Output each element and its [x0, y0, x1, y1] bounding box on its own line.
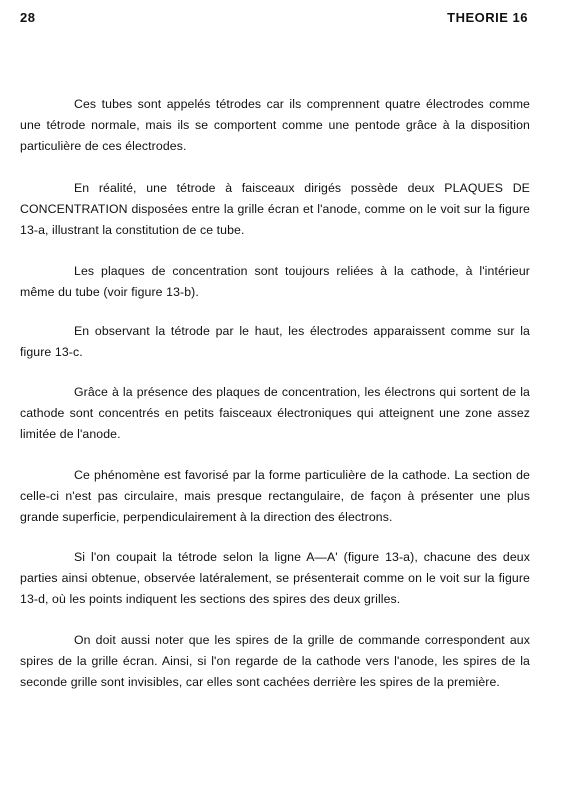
body-text: [20, 94, 530, 693]
paragraph: Les plaques de concentration sont toujours reliées à la cathode, à l'intérieur même du tube (voir figure 13-b).: [20, 264, 530, 299]
page-number: 28: [20, 9, 36, 25]
paragraph: Ces tubes sont appelés tétrodes car ils comprennent quatre électrodes comme une tétrode normale, mais ils se comportent comme une pentode grâce à la disposition particulière de ces électrodes.: [20, 97, 530, 153]
section-title: THEORIE 16: [447, 9, 528, 25]
page-header: [20, 8, 528, 26]
paragraph: En réalité, une tétrode à faisceaux dirigés possède deux PLAQUES DE CONCENTRATION disposées entre la grille écran et l'anode, comme on le voit sur la figure 13-a, illustrant la constitution de ce tube.: [20, 181, 530, 237]
paragraph: Si l'on coupait la tétrode selon la ligne A—A' (figure 13-a), chacune des deux parties ainsi obtenue, observée latéralement, se présenterait comme on le voit sur la figure 13-d, où les points indiquent les sections des spires des deux grilles.: [20, 550, 530, 606]
paragraph: On doit aussi noter que les spires de la grille de commande correspondent aux spires de la grille écran. Ainsi, si l'on regarde de la cathode vers l'anode, les spires de la seconde grille sont invisibles, car elles sont cachées derrière les spires de la première.: [20, 633, 530, 689]
paragraph: Ce phénomène est favorisé par la forme particulière de la cathode. La section de celle-ci n'est pas circulaire, mais presque rectangulaire, de façon à présenter une plus grande superficie, perpendiculairement à la direction des électrons.: [20, 468, 530, 524]
paragraph: En observant la tétrode par le haut, les électrodes apparaissent comme sur la figure 13-c.: [20, 324, 530, 359]
paragraph: Grâce à la présence des plaques de concentration, les électrons qui sortent de la cathode sont concentrés en petits faisceaux électroniques qui atteignent une zone assez limitée de l'anode.: [20, 385, 530, 441]
